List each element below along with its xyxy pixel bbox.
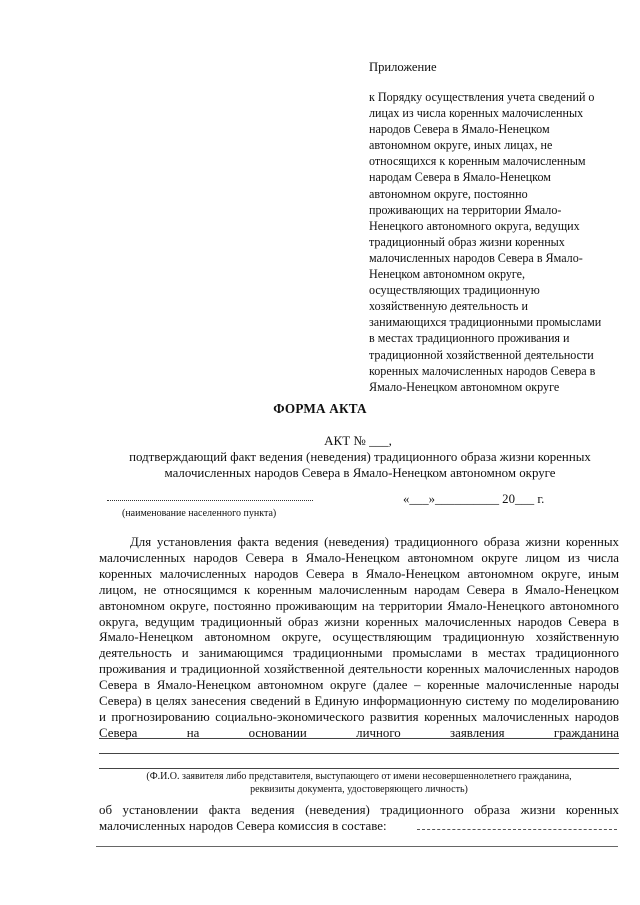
appendix-line: Ненецкого автономного округа, ведущих — [369, 218, 580, 233]
body-line: автономном округе, постоянно проживающим на территории Ямало-Ненецкого автономного — [99, 598, 619, 613]
appendix-line: автономном округе, постоянно — [369, 186, 528, 201]
commission-members-line[interactable] — [96, 846, 618, 847]
settlement-name-caption: (наименование населенного пункта) — [122, 508, 277, 519]
body-line: малочисленных народов Севера в Ямало-Ненецком автономном округе лицом из числа — [99, 550, 619, 565]
appendix-line: к Порядку осуществления учета сведений о — [369, 90, 595, 104]
body-line: Ямало-Ненецком автономном округе, осуществляющим традиционную хозяйственную — [99, 630, 619, 645]
act-subtitle-line: малочисленных народов Севера в Ямало-Ненецком автономном округе — [164, 466, 556, 480]
applicant-caption-line: реквизиты документа, удостоверяющего личность) — [250, 784, 468, 795]
body-line: Для установления факта ведения (неведения) традиционного образа жизни коренных — [130, 535, 619, 549]
form-title: ФОРМА АКТА — [273, 401, 367, 416]
appendix-line: коренных малочисленных народов Севера в — [369, 363, 596, 378]
appendix-line: хозяйственную деятельность и — [369, 299, 528, 314]
appendix-line: относящихся к коренным малочисленным — [369, 154, 586, 169]
body-line: округа, ведущим традиционный образ жизни коренных малочисленных народов Севера в — [99, 614, 619, 629]
body-line: Севера) в целях занесения сведений в Единую информационную систему по моделированию — [99, 694, 619, 709]
applicant-line-2[interactable] — [99, 753, 619, 754]
body-line: проживания и традиционной хозяйственной деятельности коренных малочисленных народов — [99, 662, 619, 677]
act-number: АКТ № ___, — [324, 433, 392, 448]
applicant-line-3[interactable] — [99, 768, 619, 769]
act-subtitle-line: подтверждающий факт ведения (неведения) традиционного образа жизни коренных — [129, 450, 591, 464]
appendix-line: автономном округе, иных лицах, не — [369, 138, 553, 153]
appendix-line: традиционный образ жизни коренных — [369, 234, 565, 249]
appendix-line: малочисленных народов Севера в Ямало- — [369, 250, 583, 265]
appendix-line: проживающих на территории Ямало- — [369, 202, 562, 217]
appendix-line: Ямало-Ненецком автономном округе — [369, 379, 560, 394]
appendix-line: народам Севера в Ямало-Ненецком — [369, 170, 551, 185]
body-line: и прогнозированию социально-экономического развития коренных малочисленных народов — [99, 709, 619, 724]
date-field[interactable]: «___»__________ 20___ г. — [403, 492, 545, 506]
appendix-line: Ненецком автономном округе, — [369, 267, 526, 282]
appendix-description — [369, 89, 631, 395]
commission-field[interactable] — [417, 829, 617, 830]
settlement-name-field[interactable] — [107, 500, 313, 501]
commission-line: малочисленных народов Севера комиссия в составе: — [99, 819, 387, 833]
appendix-title: Приложение — [369, 60, 437, 74]
body-line: коренных малочисленных народов Севера в Ямало-Ненецком автономном округе, иным — [99, 566, 619, 581]
commission-line: об установлении факта ведения (неведения) традиционного образа жизни коренных — [99, 803, 619, 817]
appendix-line: народов Севера в Ямало-Ненецком — [369, 122, 550, 137]
appendix-line: лицах из числа коренных малочисленных — [369, 106, 584, 121]
applicant-caption-line: (Ф.И.О. заявителя либо представителя, выступающего от имени несовершеннолетнего гражданина, — [146, 771, 572, 782]
body-line: Севера на основании личного заявления гражданина — [99, 725, 619, 740]
applicant-caption — [99, 770, 619, 796]
act-subtitle — [80, 449, 640, 481]
appendix-line: традиционной хозяйственной деятельности — [369, 347, 594, 362]
applicant-line-1[interactable] — [99, 738, 619, 739]
appendix-line: в местах традиционного проживания и — [369, 331, 570, 346]
act-body-text — [99, 535, 619, 742]
body-line: Севера в Ямало-Ненецком автономном округе (далее – коренные малочисленные народы — [99, 678, 619, 693]
body-line: лицом, не относящимся к коренным малочисленным народам Севера в Ямало-Ненецком — [99, 582, 619, 597]
appendix-line: занимающихся традиционными промыслами — [369, 315, 602, 330]
appendix-line: осуществляющих традиционную — [369, 283, 540, 298]
body-line: деятельность и занимающимся традиционными промыслами в местах традиционного — [99, 646, 619, 661]
